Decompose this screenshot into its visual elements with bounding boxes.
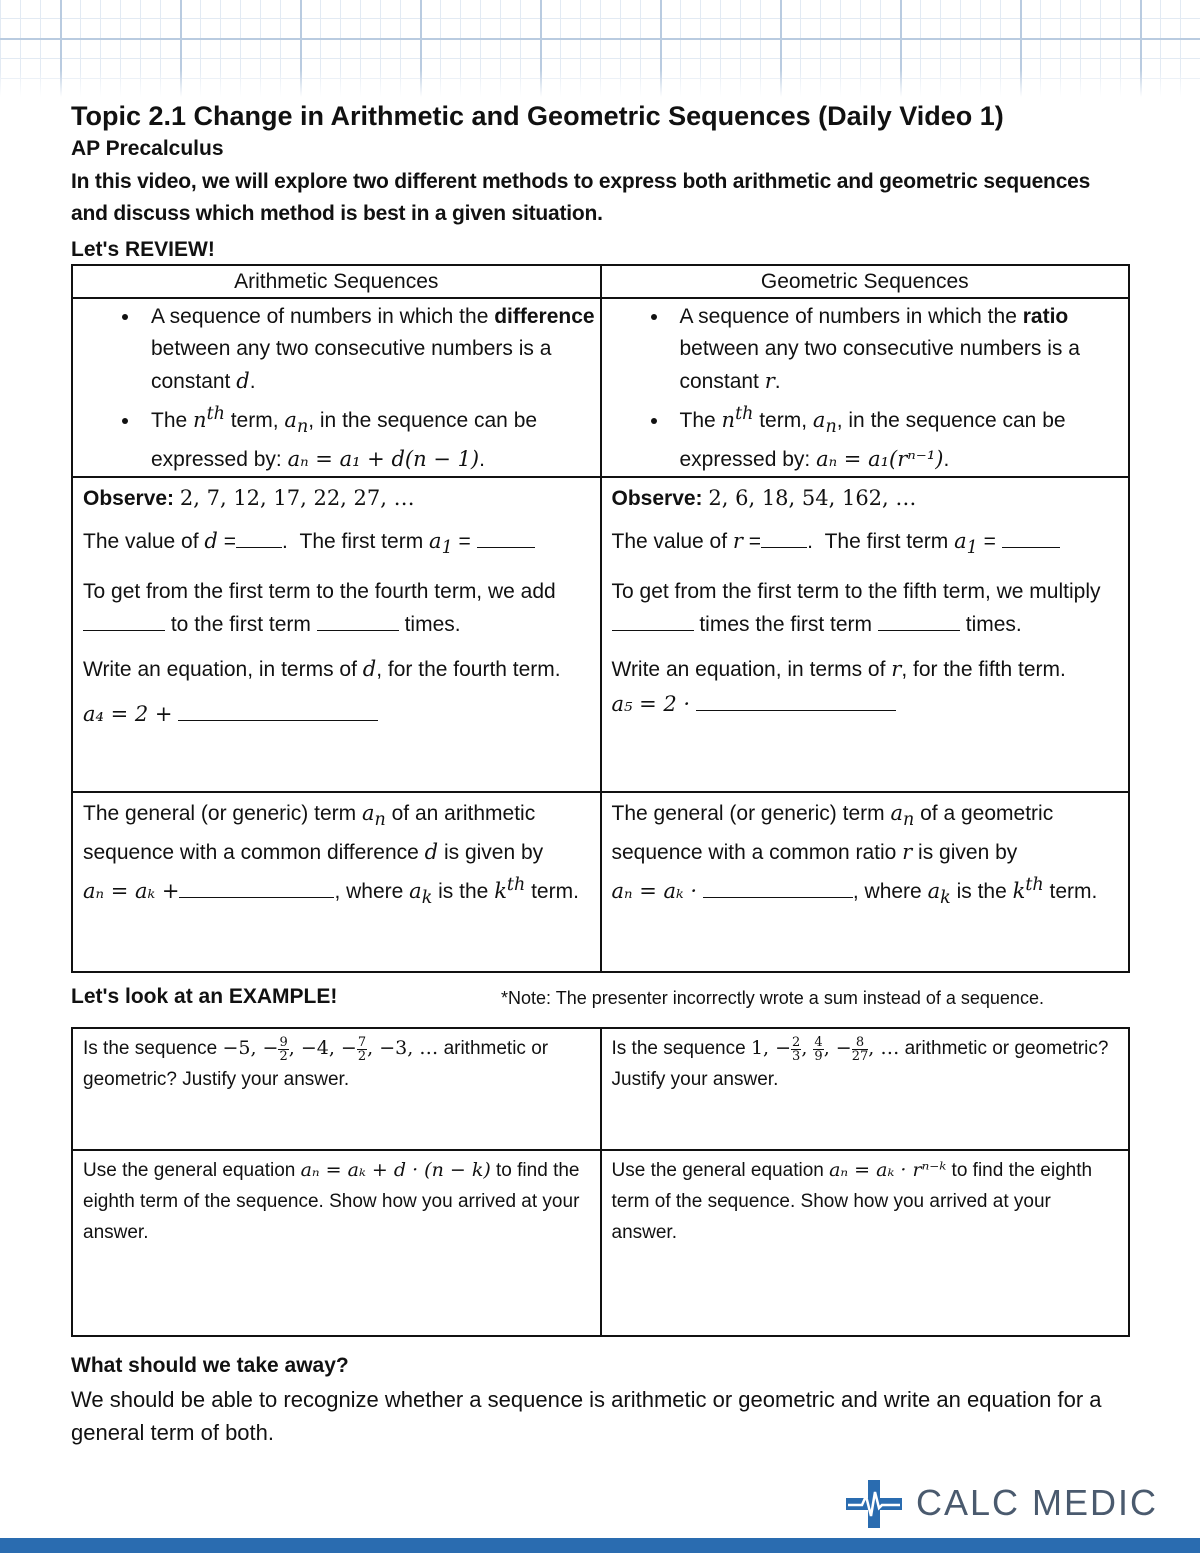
geo-r-blank[interactable] — [761, 525, 807, 548]
geo-header: Geometric Sequences — [601, 265, 1130, 298]
geo-observe-cell: Observe: 2, 6, 18, 54, 162, … The value of r = . The first term $a_1$ = To get from the first term to the fifth term, we multiply times the first term times. Write an equation, in terms of r, for the fifth term. a₅ = 2 · — [601, 477, 1130, 792]
geo-a5-blank[interactable] — [696, 688, 896, 711]
geo-a5-equation: a₅ = 2 · — [611, 692, 691, 717]
geo-example-eighth-term-cell: Use the general equation aₙ = aₖ · rⁿ⁻ᵏ to find the eighth term of the sequence. Show how you arrived at your answer. — [601, 1150, 1130, 1336]
geo-times-blank[interactable] — [878, 608, 960, 631]
geo-nth-term: • The $n^{th}$ term, $a_n$, in the sequence can be expressed by: aₙ = a₁(rⁿ⁻¹). — [670, 398, 1129, 476]
arith-general-eq: aₙ = aₖ + — [83, 879, 180, 904]
arith-example-question-cell: Is the sequence −5, − $\frac{9}{2}$ , −4, − $\frac{7}{2}$ , −3, … arithmetic or geometric? Justify your answer. — [72, 1028, 601, 1150]
arith-observe-cell: Observe: 2, 7, 12, 17, 22, 27, … The value of d = . The first term $a_1$ = To get from the first term to the fourth term, we add to the first term times. Write an equation, in terms of d, for the fourth term. a₄ = 2 + — [72, 477, 601, 792]
arith-a1-blank[interactable] — [477, 525, 535, 548]
geo-general-blank[interactable] — [703, 875, 853, 898]
arith-header: Arithmetic Sequences — [72, 265, 601, 298]
geo-definition: • A sequence of numbers in which the ratio between any two consecutive numbers is a constant r. — [670, 301, 1129, 398]
example-table — [71, 1027, 1130, 1337]
arith-general-blank[interactable] — [179, 875, 334, 898]
geo-multiply-blank[interactable] — [612, 608, 694, 631]
geo-a1-blank[interactable] — [1002, 525, 1060, 548]
arith-add-blank[interactable] — [83, 608, 165, 631]
takeaway-heading: What should we take away? — [71, 1354, 349, 1378]
arith-a4-blank[interactable] — [178, 698, 378, 721]
arith-observe-sequence: 2, 7, 12, 17, 22, 27, … — [179, 486, 415, 511]
geo-formula: aₙ = a₁(rⁿ⁻¹) — [816, 447, 944, 472]
geo-example-question-cell: Is the sequence 1, − $\frac{2}{3}$ , $\frac{4}{9}$ , − $\frac{8}{27}$ , … arithmetic or geometric? Justify your answer. — [601, 1028, 1130, 1150]
geo-definition-cell — [601, 298, 1130, 477]
review-label: Let's REVIEW! — [71, 238, 215, 261]
arith-definition: • A sequence of numbers in which the difference between any two consecutive numbers is a constant d. — [141, 301, 600, 398]
graph-paper-header — [0, 0, 1200, 97]
arith-a4-equation: a₄ = 2 + — [83, 702, 173, 727]
intro-text: In this video, we will explore two different methods to express both arithmetic and geometric sequences and discuss which method is best in a given situation. — [71, 170, 1091, 225]
footer-bar — [0, 1538, 1200, 1553]
review-table — [71, 264, 1130, 973]
example-heading-row — [71, 985, 1131, 1015]
takeaway-body: We should be able to recognize whether a sequence is arithmetic or geometric and write an equation for a general term of both. — [71, 1387, 1102, 1446]
arith-nth-term: • The $n^{th}$ term, $a_n$, in the sequence can be expressed by: aₙ = a₁ + d(n − 1). — [141, 398, 600, 476]
medical-cross-icon — [844, 1478, 904, 1530]
arith-definition-cell — [72, 298, 601, 477]
presenter-note: *Note: The presenter incorrectly wrote a sum instead of a sequence. — [501, 988, 1044, 1009]
calc-medic-logo — [844, 1478, 1164, 1530]
arith-times-blank[interactable] — [317, 608, 399, 631]
arith-general-cell: The general (or generic) term $a_n$ of an arithmetic sequence with a common difference d is given by aₙ = aₖ + , where $a_k$ is the $k^{th}$ term. — [72, 792, 601, 972]
arith-formula: aₙ = a₁ + d(n − 1) — [287, 447, 480, 472]
example-label: Let's look at an EXAMPLE! — [71, 985, 338, 1009]
geo-general-eq: aₙ = aₖ · — [611, 879, 698, 904]
page-title: Topic 2.1 Change in Arithmetic and Geometric Sequences (Daily Video 1) — [71, 101, 1004, 131]
arith-d-blank[interactable] — [236, 525, 282, 548]
worksheet — [71, 98, 1131, 1449]
geo-observe-sequence: 2, 6, 18, 54, 162, … — [708, 486, 917, 511]
course-name: AP Precalculus — [71, 137, 224, 160]
brand-name: CALC MEDIC — [916, 1482, 1159, 1523]
geo-general-cell: The general (or generic) term $a_n$ of a geometric sequence with a common ratio r is given by aₙ = aₖ · , where $a_k$ is the $k^{th}$ term. — [601, 792, 1130, 972]
arith-example-eighth-term-cell: Use the general equation aₙ = aₖ + d · (n − k) to find the eighth term of the sequence. Show how you arrived at your answer. — [72, 1150, 601, 1336]
